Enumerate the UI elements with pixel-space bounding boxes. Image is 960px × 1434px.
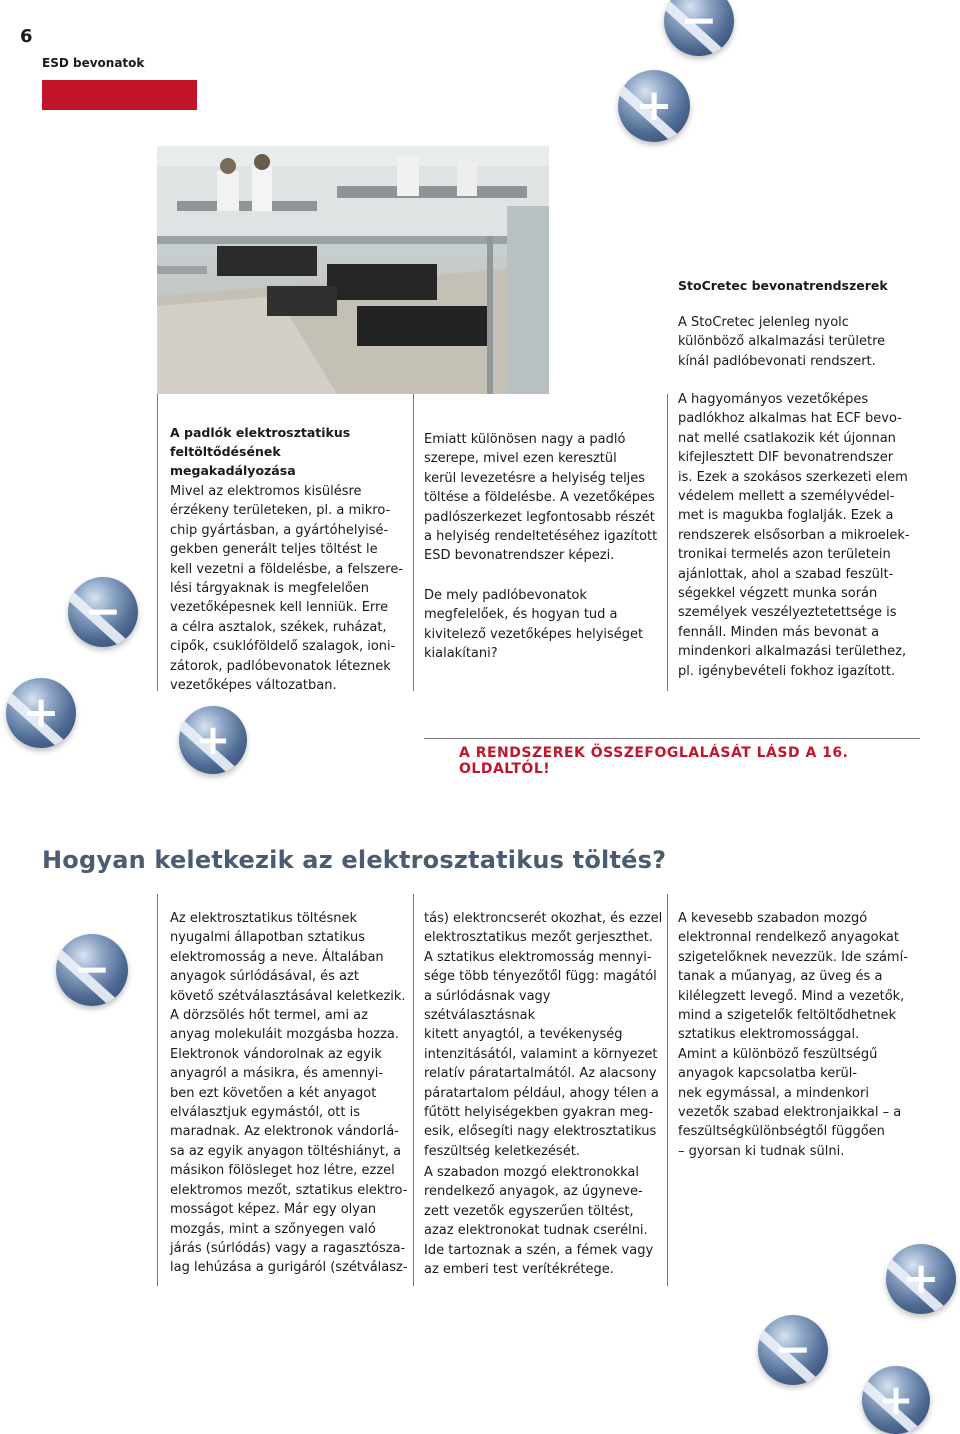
column-divider (157, 894, 158, 1286)
lab-photo (157, 146, 549, 394)
plus-orb-icon (886, 1244, 956, 1314)
section-2-column-2b: A szabadon mozgó elektronokkal rendelkező anyagok, az úgyneve- zett vezetők egyszerűen töltést, azaz elektronokat tudnak cserélni. Ide tartoznak a szén, a fémek vagy az emberi test verítékrétege. (424, 1165, 654, 1278)
column-divider (413, 394, 414, 691)
section-2-title: Hogyan keletkezik az elektrosztatikus töltés? (42, 846, 667, 874)
plus-icon: + (635, 80, 673, 131)
minus-orb-icon (56, 934, 128, 1006)
minus-orb-icon (68, 577, 138, 647)
plus-orb-icon (862, 1366, 930, 1434)
minus-icon: − (84, 586, 122, 637)
plus-icon: + (902, 1253, 940, 1304)
column-divider (157, 394, 158, 691)
middle-column-paragraph-2: De mely padlóbevonatok megfelelőek, és hogyan tud a kivitelező vezetőképes helyiséget kialakítani? (424, 588, 644, 662)
callout-text: A RENDSZEREK ÖSSZEFOGLALÁSÁT LÁSD A 16. OLDALTÓL! (459, 745, 849, 777)
minus-icon: − (680, 0, 718, 46)
minus-icon: − (774, 1324, 812, 1375)
plus-icon: + (878, 1375, 914, 1424)
right-column-heading: StoCretec bevonatrendszerek (678, 278, 888, 293)
lab-photo-illustration (157, 146, 549, 394)
plus-icon: + (22, 687, 60, 738)
middle-column-paragraph-1: Emiatt különösen nagy a padló szerepe, mivel ezen keresztül kerül levezetésre a helyiség teljes töltése a földelésbe. A vezetőképes padlószerkezet legfontosabb részét a helyiség rendeltetéséhez igazított ESD bevonatrendszer képezi. (424, 432, 658, 564)
section-2-column-2a: tás) elektroncserét okozhat, és ezzel elektrosztatikus mezőt gerjeszthet. A sztatikus elektromosság mennyi- sége több tényezőtől függ: magától a súrlódásnak vagy szétválasztásnak kitett anyagtól, a tevékenység intenzitásától, valamint a környezet relatív páratartalmától. Az alacsony páratartalom például, ahogy télen a fűtött helyiségekben gyakran meg- esik, elősegíti nagy elektrosztatikus feszültség keletkezését. (424, 911, 663, 1159)
plus-orb-icon (618, 70, 690, 142)
section-2-column-1: Az elektrosztatikus töltésnek nyugalmi állapotban sztatikus elektromosság a neve. Általában anyagok súrlódásával, és azt követő szétválasztásával keletkezik. A dörzsölés hőt termel, ami az anyag molekuláit mozgásba hozza. Elektronok vándorolnak az egyik anyagról a másikra, és amennyi- ben ezt követően a két anyagot elválasztjuk egymástól, ott is maradnak. Az elektronok vándorlá- sa az egyik anyagon töltéshiányt, a másikon fölösleget hoz létre, ezzel elektromos mezőt, sztatikus elektro- mosságot képez. Már egy olyan mozgás, mint a szőnyegen való járás (súrlódás) vagy a ragasztósza- lag lehúzása a gurigáról (szétválasz- (170, 911, 408, 1276)
minus-orb-icon (664, 0, 734, 56)
callout-rule (424, 738, 920, 739)
section-2-column-3: A kevesebb szabadon mozgó elektronnal rendelkező anyagokat szigetelőknek nevezzük. Ide számí- tanak a műanyag, az üveg és a kilélegzett levegő. Mind a vezetők, mind a szigetelők feltöltődhetnek sztatikus elektromossággal. Amint a különböző feszültségű anyagok kapcsolatba kerül- nek egymással, a mindenkori vezetők szabad elektronjaikkal – a feszültségkülönbségtől függően – gyorsan ki tudnak sülni. (678, 911, 908, 1159)
right-column-body: A hagyományos vezetőképes padlókhoz alkalmas hat ECF bevo- nat mellé csatlakozik két újonnan kifejlesztett DIF bevonatrendszer is. Ezek a szokásos szerkezeti elem védelem mellett a személyvédel- met is magukba foglalják. Ezek a rendszerek elsősorban a mikroelek- tronikai termelés azon területein ajánlottak, ahol a szabad feszült- ségekkel végzett munka során személyek veszélyeztetettsége is fennáll. Minden más bevonat a mindenkori alkalmazási területhez, pl. igénybevételi fokhoz igazított. (678, 392, 910, 679)
minus-orb-icon (758, 1315, 828, 1385)
plus-orb-icon (6, 678, 76, 748)
accent-bar (42, 80, 197, 110)
left-column-body: Mivel az elektromos kisülésre érzékeny területeken, pl. a mikro- chip gyártásban, a gyártóhelyisé- gekben generált teljes töltést le kell vezetni a földelésbe, a felszere- lési tárgyaknak is megfelelően vezetőképesnek kell lenniük. Erre a célra asztalok, székek, ruházat, cipők, csuklóföldelő szalagok, ioni- zátorok, padlóbevonatok léteznek vezetőképes változatban. (170, 484, 404, 694)
column-divider (413, 894, 414, 1286)
column-divider (667, 394, 668, 691)
page-number: 6 (20, 26, 33, 47)
left-column-heading: A padlók elektrosztatikus feltöltődésének megakadályozása (170, 425, 351, 478)
right-column-intro: A StoCretec jelenleg nyolc különböző alkalmazási területre kínál padlóbevonati rendszert. (678, 315, 886, 369)
column-divider (667, 894, 668, 1286)
section-title: ESD bevonatok (42, 56, 145, 70)
minus-icon: − (73, 944, 111, 995)
plus-icon: + (195, 715, 231, 764)
plus-orb-icon (179, 706, 247, 774)
